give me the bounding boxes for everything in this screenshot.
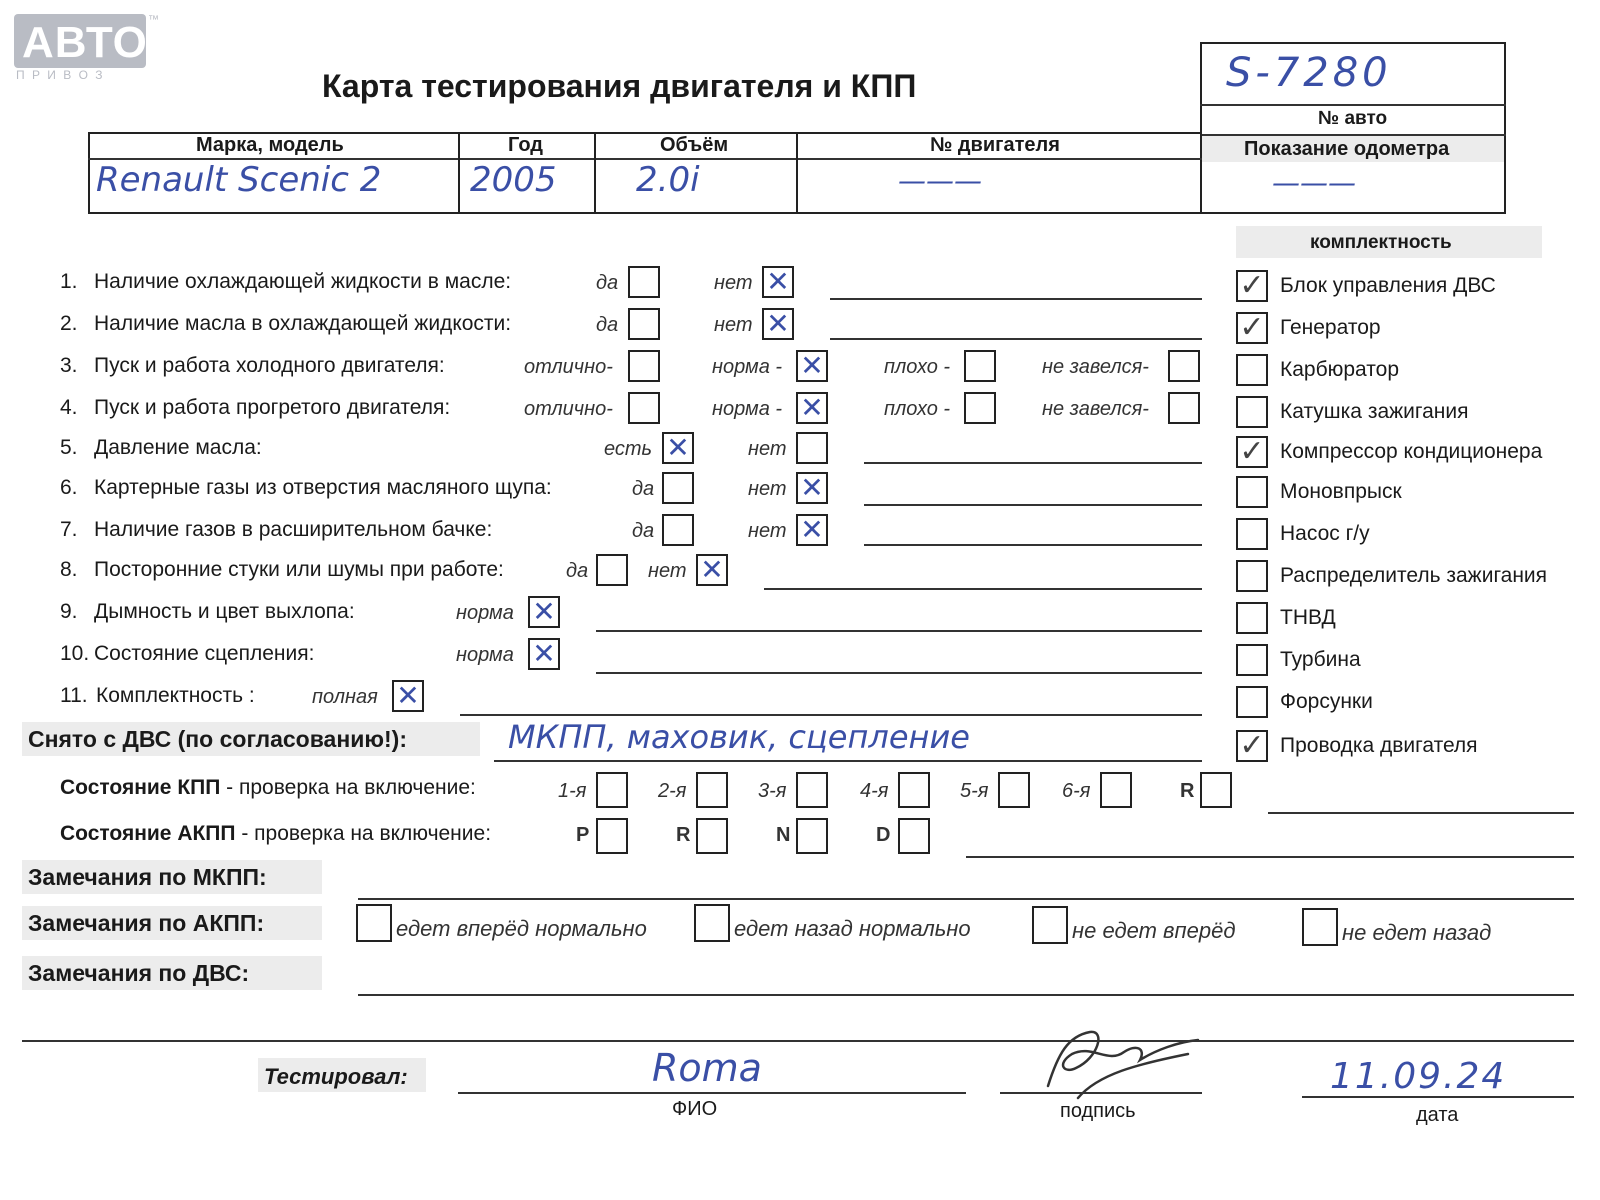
checkbox-mark: ✕	[800, 349, 824, 382]
checkbox-mark	[1238, 562, 1266, 590]
completeness-checkbox-injectors[interactable]	[1236, 686, 1268, 718]
item-10-label: Состояние сцепления:	[94, 642, 315, 665]
item-8-line	[764, 588, 1202, 590]
item-2-label: Наличие масла в охлаждающей жидкости:	[94, 312, 512, 335]
item-7-opt-no: нет	[748, 520, 787, 542]
akpp-mode-n-label: N	[776, 824, 791, 846]
kpp-line	[1268, 812, 1574, 814]
value-make-model: Renault Scenic 2	[96, 160, 382, 200]
akpp-line	[966, 856, 1574, 858]
odometer-value: ———	[1272, 166, 1356, 199]
checkbox-mark: ✕	[700, 553, 724, 586]
checkbox-mark: ✕	[396, 679, 420, 712]
kpp-gear-r-checkbox[interactable]	[1200, 772, 1232, 808]
akpp-no-backward-label: не едет назад	[1342, 920, 1492, 945]
akpp-mode-p-checkbox[interactable]	[596, 818, 628, 854]
removed-label: Снято с ДВС (по согласованию!):	[28, 726, 407, 752]
item-5-opt-no: нет	[748, 438, 787, 460]
item-3-normal-checkbox[interactable]	[796, 350, 828, 382]
header-engine-number: № двигателя	[930, 134, 1060, 156]
item-4-opt-nostart: не завелся-	[1042, 398, 1149, 420]
divider	[594, 132, 596, 214]
item-11-label: Комплектность :	[96, 684, 255, 707]
divider	[458, 132, 460, 214]
kpp-gear-5-label: 5-я	[960, 780, 989, 802]
checkbox-mark	[1238, 398, 1266, 426]
akpp-backward-normal-label: едет назад нормально	[734, 916, 971, 941]
logo-main-text: АВТО	[22, 18, 148, 67]
fio-value: Roma	[652, 1046, 762, 1090]
item-2-opt-yes: да	[596, 314, 619, 336]
item-3-opt-normal: норма -	[712, 356, 783, 378]
item-4-opt-bad: плохо -	[884, 398, 951, 420]
item-8-label: Посторонние стуки или шумы при работе:	[94, 558, 504, 581]
item-7-num: 7.	[60, 518, 78, 541]
signature-label: подпись	[1060, 1100, 1136, 1122]
akpp-mode-d-label: D	[876, 824, 891, 846]
akpp-no-forward-label: не едет вперёд	[1072, 918, 1236, 943]
kpp-gear-6-label: 6-я	[1062, 780, 1091, 802]
auto-number-value: S-7280	[1226, 50, 1392, 96]
checkbox-mark: ✓	[1239, 728, 1265, 763]
item-10-normal-checkbox[interactable]	[528, 638, 560, 670]
header-year: Год	[508, 134, 543, 156]
completeness-checkbox-generator[interactable]	[1236, 312, 1268, 344]
item-3-num: 3.	[60, 354, 78, 377]
akpp-no-forward-checkbox[interactable]	[1032, 906, 1068, 944]
checkbox-mark: ✕	[532, 595, 556, 628]
akpp-no-backward-checkbox[interactable]	[1302, 908, 1338, 946]
item-4-label: Пуск и работа прогретого двигателя:	[94, 396, 451, 419]
completeness-label-injectors: Форсунки	[1280, 690, 1373, 713]
item-3-opt-nostart: не завелся-	[1042, 356, 1149, 378]
checkbox-mark	[1238, 688, 1266, 716]
checkbox-mark	[1238, 604, 1266, 632]
completeness-label-distributor: Распределитель зажигания	[1280, 564, 1548, 587]
kpp-gear-2-checkbox[interactable]	[696, 772, 728, 808]
completeness-checkbox-power-steering-pump[interactable]	[1236, 518, 1268, 550]
item-1-yes-checkbox[interactable]	[628, 266, 660, 298]
remarks-dvs-label: Замечания по ДВС:	[28, 960, 250, 986]
completeness-checkbox-ac-compressor[interactable]	[1236, 436, 1268, 468]
checkbox-mark	[630, 310, 658, 338]
kpp-label-bold: Состояние КПП	[60, 776, 221, 799]
date-value: 11.09.24	[1330, 1056, 1507, 1097]
akpp-forward-normal-checkbox[interactable]	[356, 904, 392, 942]
odometer-label: Показание одометра	[1244, 138, 1450, 160]
completeness-label-mono-injection: Моновпрыск	[1280, 480, 1402, 503]
item-3-label: Пуск и работа холодного двигателя:	[94, 354, 445, 377]
avtoprivoz-logo	[14, 14, 159, 68]
item-6-opt-no: нет	[748, 478, 787, 500]
item-4-opt-excellent: отлично-	[524, 398, 613, 420]
checkbox-mark: ✓	[1239, 268, 1265, 303]
kpp-gear-3-checkbox[interactable]	[796, 772, 828, 808]
item-7-opt-yes: да	[632, 520, 655, 542]
item-2-num: 2.	[60, 312, 78, 335]
kpp-gear-r-label: R	[1180, 780, 1195, 802]
item-4-num: 4.	[60, 396, 78, 419]
checkbox-mark	[1238, 478, 1266, 506]
item-9-num: 9.	[60, 600, 78, 623]
item-4-normal-checkbox[interactable]	[796, 392, 828, 424]
checkbox-mark: ✓	[1239, 310, 1265, 345]
item-11-line	[460, 714, 1202, 716]
header-make-model: Марка, модель	[196, 134, 344, 156]
divider	[796, 132, 798, 214]
item-8-yes-checkbox[interactable]	[596, 554, 628, 586]
item-9-opt-normal: норма	[456, 602, 514, 624]
completeness-label-ecu: Блок управления ДВС	[1280, 274, 1496, 297]
item-6-yes-checkbox[interactable]	[662, 472, 694, 504]
item-10-line	[596, 672, 1202, 674]
header-volume: Объём	[660, 134, 729, 156]
item-10-opt-normal: норма	[456, 644, 514, 666]
kpp-label	[60, 776, 476, 800]
item-6-num: 6.	[60, 476, 78, 499]
signature-line	[1000, 1092, 1202, 1094]
item-2-line	[830, 338, 1202, 340]
value-year: 2005	[470, 160, 557, 200]
completeness-checkbox-turbine[interactable]	[1236, 644, 1268, 676]
kpp-gear-6-checkbox[interactable]	[1100, 772, 1132, 808]
completeness-label-ignition-coil: Катушка зажигания	[1280, 400, 1469, 423]
kpp-gear-4-label: 4-я	[860, 780, 889, 802]
item-4-excellent-checkbox[interactable]	[628, 392, 660, 424]
akpp-mode-n-checkbox[interactable]	[796, 818, 828, 854]
checkbox-mark: ✕	[800, 391, 824, 424]
akpp-mode-d-checkbox[interactable]	[898, 818, 930, 854]
item-5-label: Давление масла:	[94, 436, 262, 459]
checkbox-mark: ✕	[532, 637, 556, 670]
checkbox-mark: ✕	[800, 471, 824, 504]
kpp-gear-4-checkbox[interactable]	[898, 772, 930, 808]
item-8-opt-no: нет	[648, 560, 687, 582]
completeness-checkbox-mono-injection[interactable]	[1236, 476, 1268, 508]
item-1-num: 1.	[60, 270, 78, 293]
item-11-num: 11.	[60, 684, 88, 707]
completeness-checkbox-carburetor[interactable]	[1236, 354, 1268, 386]
item-1-no-checkbox[interactable]	[762, 266, 794, 298]
item-7-yes-checkbox[interactable]	[662, 514, 694, 546]
auto-number-label: № авто	[1318, 108, 1388, 129]
signature-drawing	[1028, 1014, 1208, 1104]
item-10-num: 10.	[60, 642, 90, 665]
item-4-nostart-checkbox[interactable]	[1168, 392, 1200, 424]
item-6-line	[864, 504, 1202, 506]
item-3-nostart-checkbox[interactable]	[1168, 350, 1200, 382]
completeness-label-ac-compressor: Компрессор кондиционера	[1280, 440, 1543, 463]
removed-line	[494, 760, 1202, 762]
logo-trademark: ™	[148, 14, 159, 26]
checkbox-mark: ✕	[800, 513, 824, 546]
item-4-opt-normal: норма -	[712, 398, 783, 420]
item-5-yes-checkbox[interactable]	[662, 432, 694, 464]
item-9-normal-checkbox[interactable]	[528, 596, 560, 628]
item-6-opt-yes: да	[632, 478, 655, 500]
separator-line	[22, 1040, 1574, 1042]
completeness-checkbox-injection-pump[interactable]	[1236, 602, 1268, 634]
item-6-label: Картерные газы из отверстия масляного щупа:	[94, 476, 552, 499]
completeness-label-injection-pump: ТНВД	[1280, 606, 1336, 629]
checkbox-mark: ✕	[766, 307, 790, 340]
kpp-label-rest: - проверка на включение:	[220, 776, 476, 799]
item-5-line	[864, 462, 1202, 464]
signature-image	[1028, 1014, 1208, 1104]
remarks-mkpp-line	[358, 898, 1574, 900]
kpp-gear-1-checkbox[interactable]	[596, 772, 628, 808]
checkbox-mark: ✕	[766, 265, 790, 298]
item-8-no-checkbox[interactable]	[696, 554, 728, 586]
item-7-label: Наличие газов в расширительном бачке:	[94, 518, 493, 541]
kpp-gear-1-label: 1-я	[558, 780, 587, 802]
page-title: Карта тестирования двигателя и КПП	[322, 68, 917, 104]
kpp-gear-5-checkbox[interactable]	[998, 772, 1030, 808]
checkbox-mark: ✓	[1239, 434, 1265, 469]
checkbox-mark: ✕	[666, 431, 690, 464]
item-11-opt-full: полная	[312, 686, 378, 708]
akpp-label-bold: Состояние АКПП	[60, 822, 236, 845]
item-2-yes-checkbox[interactable]	[628, 308, 660, 340]
completeness-header: комплектность	[1310, 232, 1452, 253]
item-9-label: Дымность и цвет выхлопа:	[94, 600, 355, 623]
item-2-no-checkbox[interactable]	[762, 308, 794, 340]
value-volume: 2.0i	[636, 160, 700, 200]
completeness-checkbox-engine-wiring[interactable]	[1236, 730, 1268, 762]
removed-value: МКПП, маховик, сцепление	[508, 718, 970, 756]
item-6-no-checkbox[interactable]	[796, 472, 828, 504]
item-3-bad-checkbox[interactable]	[964, 350, 996, 382]
item-3-excellent-checkbox[interactable]	[628, 350, 660, 382]
completeness-checkbox-ecu[interactable]	[1236, 270, 1268, 302]
item-5-no-checkbox[interactable]	[796, 432, 828, 464]
item-2-opt-no: нет	[714, 314, 753, 336]
date-label: дата	[1416, 1104, 1459, 1126]
item-7-line	[864, 544, 1202, 546]
checkbox-mark	[1238, 646, 1266, 674]
completeness-label-engine-wiring: Проводка двигателя	[1280, 734, 1478, 757]
remarks-akpp-label: Замечания по АКПП:	[28, 910, 265, 936]
akpp-label-rest: - проверка на включение:	[235, 822, 492, 845]
checkbox-mark	[1238, 356, 1266, 384]
akpp-label	[60, 822, 491, 846]
akpp-mode-r-label: R	[676, 824, 691, 846]
item-1-opt-yes: да	[596, 272, 619, 294]
item-1-opt-no: нет	[714, 272, 753, 294]
kpp-gear-2-label: 2-я	[658, 780, 687, 802]
item-8-opt-yes: да	[566, 560, 589, 582]
item-4-bad-checkbox[interactable]	[964, 392, 996, 424]
logo-subtitle: П Р И В О З	[16, 68, 105, 82]
item-11-full-checkbox[interactable]	[392, 680, 424, 712]
date-line	[1302, 1096, 1574, 1098]
completeness-label-carburetor: Карбюратор	[1280, 358, 1400, 381]
akpp-mode-p-label: P	[576, 824, 590, 846]
item-8-num: 8.	[60, 558, 78, 581]
tested-by-label: Тестировал:	[264, 1064, 408, 1089]
item-5-opt-yes: есть	[604, 438, 653, 460]
checkbox-mark	[1238, 520, 1266, 548]
item-9-line	[596, 630, 1202, 632]
item-1-label: Наличие охлаждающей жидкости в масле:	[94, 270, 512, 293]
akpp-backward-normal-checkbox[interactable]	[694, 904, 730, 942]
checkbox-mark	[630, 268, 658, 296]
kpp-gear-3-label: 3-я	[758, 780, 787, 802]
item-5-num: 5.	[60, 436, 78, 459]
completeness-label-power-steering-pump: Насос г/у	[1280, 522, 1370, 545]
completeness-label-turbine: Турбина	[1280, 648, 1361, 671]
remarks-dvs-line	[358, 994, 1574, 996]
item-3-opt-bad: плохо -	[884, 356, 951, 378]
item-1-line	[830, 298, 1202, 300]
completeness-checkbox-ignition-coil[interactable]	[1236, 396, 1268, 428]
item-3-opt-excellent: отлично-	[524, 356, 613, 378]
fio-label: ФИО	[672, 1098, 718, 1120]
akpp-mode-r-checkbox[interactable]	[696, 818, 728, 854]
completeness-label-generator: Генератор	[1280, 316, 1381, 339]
item-7-no-checkbox[interactable]	[796, 514, 828, 546]
akpp-forward-normal-label: едет вперёд нормально	[396, 916, 647, 941]
remarks-mkpp-label: Замечания по МКПП:	[28, 864, 267, 890]
value-engine-number: ———	[898, 164, 982, 197]
fio-line	[458, 1092, 966, 1094]
divider	[1200, 104, 1506, 106]
completeness-checkbox-distributor[interactable]	[1236, 560, 1268, 592]
